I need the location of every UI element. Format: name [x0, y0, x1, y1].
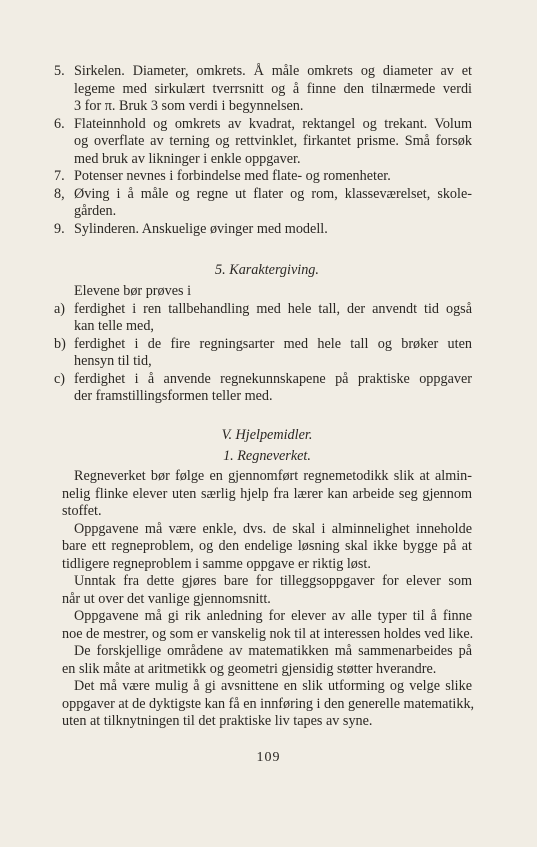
text-line: legeme med sirkulært tverrsnitt og å finne den tilnærmede verdi — [74, 80, 472, 97]
item-number: 7. — [54, 168, 65, 184]
assessment-section — [54, 283, 472, 406]
text-line: uten at tilknytningen til det praktiske liv tapes av syne. — [62, 713, 373, 729]
text-line: tidligere regneproblem i samme oppgave er riktig løst. — [62, 555, 371, 572]
text-line: Potenser nevnes i forbindelse med flate- og romenheter. — [74, 168, 391, 184]
text-line: Regneverket bør følge en gjennomført regnemetodikk slik at almin- — [74, 468, 472, 484]
paragraph — [62, 573, 472, 608]
text-line: bare ett regneproblem, og den endelige løsning skal ikke bygge på at — [62, 538, 472, 554]
text-line: ferdighet i ren tallbehandling med hele tall, der anvendt tid også — [74, 300, 472, 317]
text-line: Sylinderen. Anskuelige øvinger med modell. — [74, 220, 328, 237]
tools-section — [62, 468, 475, 731]
list-item — [54, 63, 472, 116]
text-line: nelig flinke elever uten særlig hjelp fra lærer kan arbeide seg gjennom — [62, 485, 472, 502]
list-item — [54, 300, 472, 336]
text-line: gården. — [74, 203, 117, 219]
text-line: kan telle med, — [74, 318, 154, 334]
chapter-heading: V. Hjelpemidler. — [221, 427, 313, 443]
item-number: 6. — [54, 115, 65, 132]
text-line: Øving i å måle og regne ut flater og rom, klasseværelset, skole- — [74, 185, 472, 202]
list-item — [54, 220, 472, 239]
paragraph — [62, 521, 472, 574]
paragraph — [62, 643, 472, 678]
intro-line: Elevene bør prøves i — [74, 283, 192, 299]
text-line: Det må være mulig å gi avsnittene en slik utforming og velge slike — [74, 678, 472, 694]
item-label: c) — [54, 370, 66, 387]
text-line: med bruk av likninger i enkle oppgaver. — [74, 150, 301, 167]
text-line: noe de mestrer, og som er vanskelig nok til at interessen holdes ved like. — [62, 625, 474, 642]
paragraph — [62, 678, 475, 731]
item-number: 5. — [54, 63, 65, 79]
text-line: ferdighet i å anvende regnekunnskapene på praktiske oppgaver — [74, 370, 472, 387]
text-line: Unntak fra dette gjøres bare for tilleggsoppgaver for elever som — [74, 573, 472, 589]
text-line: Oppgavene må gi rik anledning for elever av alle typer til å finne — [74, 608, 472, 624]
text-line: Flateinnhold og omkrets av kvadrat, rektangel og trekant. Volum — [74, 115, 472, 132]
section-heading: 5. Karaktergiving. — [215, 262, 319, 278]
list-item — [54, 335, 472, 371]
text-line: oppgaver at de dyktigste kan få en innføring i den generelle matematikk, — [62, 695, 475, 712]
text-line: en slik måte at aritmetikk og geometri gjensidig støtter hverandre. — [62, 660, 437, 677]
text-line: Oppgavene må være enkle, dvs. de skal i alminnelighet inneholde — [74, 520, 472, 537]
paragraph — [62, 468, 472, 521]
subsection-heading: 1. Regneverket. — [223, 448, 311, 464]
text-line: der framstillingsformen teller med. — [74, 388, 273, 404]
item-number: 8, — [54, 185, 65, 202]
list-item — [54, 185, 472, 221]
item-label: b) — [54, 335, 66, 352]
text-line: stoffet. — [62, 503, 102, 519]
paragraph — [62, 608, 472, 643]
list-item — [54, 370, 472, 406]
list-item — [54, 115, 472, 169]
text-line: De forskjellige områdene av matematikken må sammenarbeides på — [74, 643, 472, 659]
page-number: 109 — [256, 750, 281, 765]
text-line: Sirkelen. Diameter, omkrets. Å måle omkrets og diameter av et — [74, 63, 472, 79]
item-label: a) — [54, 300, 66, 317]
text-line: hensyn til tid, — [74, 353, 152, 369]
numbered-list — [54, 63, 472, 238]
item-number: 9. — [54, 220, 65, 237]
text-line: når ut over det vanlige gjennomsnitt. — [62, 590, 271, 607]
text-line: og overflate av terning og rettvinklet, firkantet prisme. Små forsøk — [74, 133, 472, 149]
text-line: 3 for π. Bruk 3 som verdi i begynnelsen. — [74, 98, 304, 114]
list-item — [54, 168, 472, 186]
text-line: ferdighet i de fire regningsarter med hele tall og brøker uten — [74, 335, 472, 352]
